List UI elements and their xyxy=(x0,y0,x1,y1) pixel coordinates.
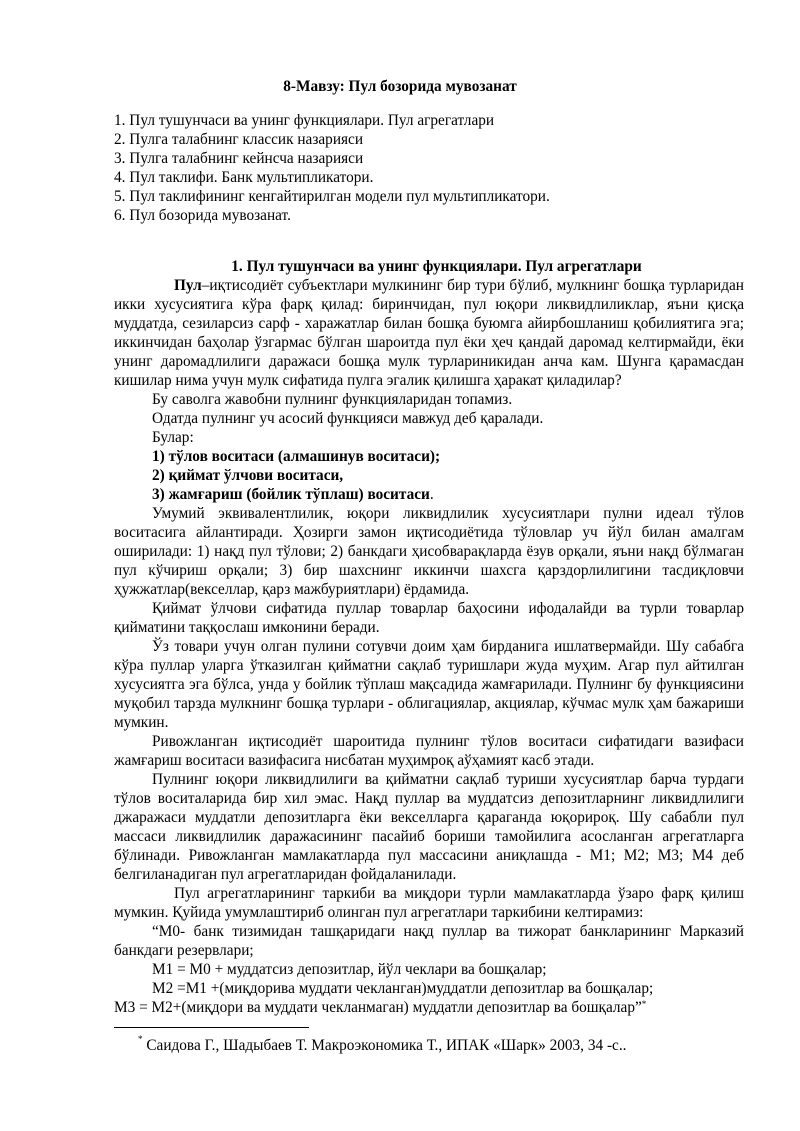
intro-text: –иқтисодиёт субъектлари мулкининг бир тури бўлиб, мулкнинг бошқа турларидан икки хусусиятига кўра фарқ қилад: биринчидан, пул юқори ликвидлиликлар, яъни қисқа муддатда, сезиларсиз сарф - харажатлар билан бошқа буюмга айирбошланиш қобилиятига эга; иккинчидан баҳолар ўзгармас бўлган шароитда пул ёки ҳеч қандай даромад келтирмайди, ёки унинг даромадлилиги даражаси бошқа мулк турлариникидан анча кам. Шунга қарамасдан кишилар нима учун мулк сифатида пулга эгалик қилишга ҳаракат қиладилар? xyxy=(114,277,744,389)
paragraph: “М0- банк тизимидан ташқаридаги нақд пуллар ва тижорат банкларининг Марказий банкдаги резервлари; xyxy=(114,923,744,959)
function-item-measure xyxy=(114,466,744,485)
term-pul: Пул xyxy=(174,277,202,294)
paragraph: Булар: xyxy=(152,429,194,446)
paragraph-intro xyxy=(114,276,744,390)
function-item-store xyxy=(114,485,744,504)
footnote-mark: * xyxy=(138,1034,143,1044)
paragraph: Пулнинг юқори ликвидлилиги ва қийматни сақлаб туриши хусусиятлар барча турдаги тўлов воситаларида бир хил эмас. Нақд пуллар ва муддатсиз депозитларнинг ликвидлилиги джаражаси муддатли депозитларга ёки векселларга қараганда юқорироқ. Шу сабабли пул массаси ликвидлилик даражасининг пасайиб бориши тамойилига асосланган агрегатларга бўлинади. Ривожланган мамлакатларда пул массасини аниқлашда - М1; М2; М3; М4 деб белгиланадиган пул агрегатларидан фойдаланилади. xyxy=(114,771,744,883)
section-body xyxy=(114,257,744,1017)
paragraph: Одатда пулнинг уч асосий функцияси мавжуд деб қаралади. xyxy=(152,410,544,427)
toc-item: 3. Пулга талабнинг кейнсча назарияси xyxy=(114,150,364,167)
function-end: . xyxy=(429,486,434,503)
footnote-ref[interactable]: * xyxy=(641,999,647,1009)
toc-item: 6. Пул бозорида мувозанат. xyxy=(114,207,291,224)
paragraph: Пул агрегатларининг таркиби ва миқдори турли мамлакатларда ўзаро фарқ қилиш мумкин. Қуйида умумлаштириб олинган пул агрегатлари таркибини келтирамиз: xyxy=(114,885,744,921)
footnote xyxy=(138,1034,627,1055)
paragraph: Қиймат ўлчови сифатида пуллар товарлар баҳосини ифодалайди ва турли товарлар қийматини таққослаш имконини беради. xyxy=(114,600,744,636)
aggregate-m2: М2 =М1 +(миқдорива муддати чекланган)муддатли депозитлар ва бошқалар; xyxy=(152,980,654,997)
footnote-text: Саидова Г., Шадыбаев Т. Макроэкономика Т., ИПАК «Шарк» 2003, 34 -с.. xyxy=(142,1037,627,1054)
table-of-contents xyxy=(114,111,744,225)
toc-item: 1. Пул тушунчаси ва унинг функциялари. Пул агрегатлари xyxy=(114,112,495,129)
function-label: 1) тўлов воситаси (алмашинув воситаси); xyxy=(152,448,441,465)
paragraph: Ўз товари учун олган пулини сотувчи доим ҳам бирданига ишлатвермайди. Шу сабабга кўра пуллар уларга ўтказилган қийматни сақлаб туришлари жуда муҳим. Агар пул айтилган хусусиятга эга бўлса, унда у бойлик тўплаш мақсадида жамғарилади. Пулнинг бу функциясини муқобил тарзда мулкнинг бошқа турлари - облигациялар, акциялар, кўчмас мулк ҳам бажариши мумкин. xyxy=(114,638,744,731)
aggregate-m1: М1 = М0 + муддатсиз депозитлар, йўл чеклари ва бошқалар; xyxy=(152,961,547,978)
paragraph: Бу саволга жавобни пулнинг функцияларидан топамиз. xyxy=(152,391,513,408)
function-label: 3) жамғариш (бойлик тўплаш) воситаси xyxy=(152,486,430,503)
function-item-payment xyxy=(114,447,744,466)
toc-item: 5. Пул таклифининг кенгайтирилган модели пул мультипликатори. xyxy=(114,188,550,205)
paragraph: Умумий эквивалентлилик, юқори ликвидлилик хусусиятлари пулни идеал тўлов воситасига айлантиради. Ҳозирги замон иқтисодиётида тўловлар уч йўл билан амалгам оширилади: 1) нақд пул тўлови; 2) банкдаги ҳисобварақларда ёзув орқали, яъни нақд бўлмаган пул кўчириш орқали; 3) бир шахснинг иккинчи шахсга қарздорлилигини тасдиқловчи ҳужжатлар(векселлар, қарз мажбуриятлари) ёрдамида. xyxy=(114,505,744,598)
function-label: 2) қиймат ўлчови воситаси, xyxy=(152,467,344,484)
aggregate-m3-text: М3 = М2+(миқдори ва муддати чекланмаган) муддатли депозитлар ва бошқалар” xyxy=(114,999,642,1016)
toc-item: 4. Пул таклифи. Банк мультипликатори. xyxy=(114,169,374,186)
aggregate-m3 xyxy=(114,998,744,1017)
page-title: 8-Мавзу: Пул бозорида мувозанат xyxy=(283,78,517,95)
paragraph: Ривожланган иқтисодиёт шароитида пулнинг тўлов воситаси сифатидаги вазифаси жамғариш воситаси вазифасига нисбатан муҳимроқ аўҳамият касб этади. xyxy=(114,733,744,769)
footnote-divider xyxy=(114,1027,309,1028)
section-heading: 1. Пул тушунчаси ва унинг функциялари. Пул агрегатлари xyxy=(231,258,642,275)
toc-item: 2. Пулга талабнинг классик назарияси xyxy=(114,131,364,148)
